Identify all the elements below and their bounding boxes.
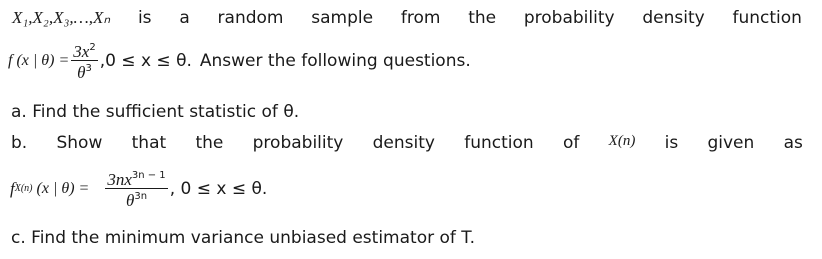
- order-pdf-fraction: [105, 168, 167, 209]
- order-statistic-var: X(n): [608, 133, 636, 149]
- intro-word: a: [179, 8, 190, 28]
- question-b-word: function: [464, 133, 534, 153]
- pdf-denominator: θ: [77, 63, 86, 82]
- intro-word: function: [732, 8, 802, 28]
- pdf-numerator: 3x: [73, 42, 90, 61]
- pdf-fraction: [71, 40, 97, 81]
- order-pdf-subscript: X(n): [14, 183, 33, 194]
- question-b-word: of: [562, 133, 580, 153]
- intro-word: the: [468, 8, 497, 28]
- question-b-word: b.: [11, 133, 28, 153]
- question-c: c. Find the minimum variance unbiased estimator of T.: [11, 228, 476, 248]
- order-pdf-numerator-exponent: 3n − 1: [131, 170, 166, 181]
- question-b-word: density: [372, 133, 435, 153]
- pdf-lhs: f (x | θ) =: [8, 51, 70, 69]
- question-b: [11, 133, 803, 153]
- intro-word: sample: [311, 8, 374, 28]
- question-b-word: given: [707, 133, 755, 153]
- question-b-word: that: [131, 133, 167, 153]
- intro-word: density: [642, 8, 705, 28]
- instructions-text: Answer the following questions.: [199, 50, 471, 71]
- order-pdf-f: f: [10, 178, 15, 198]
- order-pdf-denominator-exponent: 3n: [134, 191, 148, 202]
- pdf-support: ,0 ≤ x ≤ θ.: [99, 50, 192, 71]
- intro-word: is: [137, 8, 152, 28]
- order-pdf-line: [10, 168, 267, 209]
- pdf-denominator-exponent: 3: [85, 63, 92, 74]
- question-b-word: the: [195, 133, 224, 153]
- question-a: a. Find the sufficient statistic of θ.: [11, 102, 300, 122]
- order-pdf-numerator: 3nx: [107, 170, 132, 189]
- question-b-word: Show: [56, 133, 103, 153]
- intro-word: probability: [523, 8, 615, 28]
- question-b-word: probability: [252, 133, 344, 153]
- question-b-word: as: [783, 133, 803, 153]
- order-pdf-denominator: θ: [125, 191, 135, 210]
- intro-line: [12, 8, 802, 28]
- order-pdf-lhs: (x | θ) =: [36, 179, 90, 197]
- sample-variables: X₁,X₂,X₃,…,Xₙ: [12, 8, 111, 27]
- order-pdf-support: , 0 ≤ x ≤ θ.: [169, 178, 268, 199]
- pdf-formula-line: [8, 40, 471, 81]
- intro-word: random: [217, 8, 284, 28]
- pdf-numerator-exponent: 2: [89, 42, 96, 53]
- intro-word: from: [400, 8, 441, 28]
- question-b-word: is: [664, 133, 679, 153]
